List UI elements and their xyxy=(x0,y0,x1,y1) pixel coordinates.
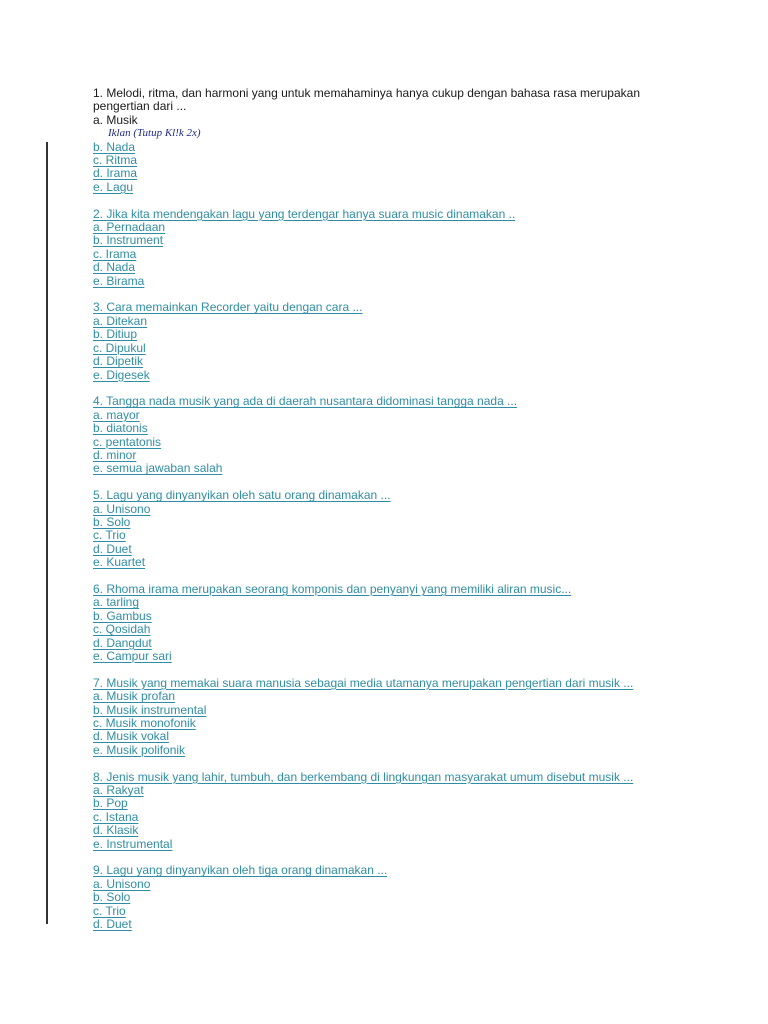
question-8-option-c[interactable]: c. Istana xyxy=(93,809,139,824)
question-9-option-c[interactable]: c. Trio xyxy=(93,903,126,918)
quiz-content xyxy=(93,87,693,945)
question-8-text[interactable]: 8. Jenis musik yang lahir, tumbuh, dan berkembang di lingkungan masyarakat umum disebut musik ... xyxy=(93,769,634,784)
question-3-text[interactable]: 3. Cara memainkan Recorder yaitu dengan cara ... xyxy=(93,300,363,315)
question-1-option-a: a. Musik xyxy=(93,112,138,127)
question-2-option-a[interactable]: a. Pernadaan xyxy=(93,220,166,235)
question-1-text-line-2: pengertian dari ... xyxy=(93,99,187,114)
question-3 xyxy=(93,301,693,381)
question-4-option-e[interactable]: e. semua jawaban salah xyxy=(93,461,223,476)
question-7-option-c[interactable]: c. Musik monofonik xyxy=(93,716,196,730)
question-5-text[interactable]: 5. Lagu yang dinyanyikan oleh satu orang dinamakan ... xyxy=(93,488,391,503)
question-7-text[interactable]: 7. Musik yang memakai suara manusia sebagai media utamanya merupakan pengertian dari musik ... xyxy=(93,675,634,690)
question-1-option-d[interactable]: d. Irama xyxy=(93,166,138,181)
question-9-option-d[interactable]: d. Duet xyxy=(93,917,132,932)
question-7-option-b[interactable]: b. Musik instrumental xyxy=(93,702,207,717)
question-5 xyxy=(93,489,693,569)
question-2-text[interactable]: 2. Jika kita mendengakan lagu yang terdengar hanya suara music dinamakan .. xyxy=(93,206,516,221)
question-5-option-a[interactable]: a. Unisono xyxy=(93,501,151,516)
question-7-option-a[interactable]: a. Musik profan xyxy=(93,689,176,704)
question-1 xyxy=(93,87,693,194)
question-8-option-e[interactable]: e. Instrumental xyxy=(93,836,173,851)
ad-close-label[interactable]: Iklan (Tutup Kl!k 2x) xyxy=(108,127,201,140)
question-7-option-d[interactable]: d. Musik vokal xyxy=(93,729,170,744)
question-1-text-line-1: 1. Melodi, ritma, dan harmoni yang untuk memahaminya hanya cukup dengan bahasa rasa merupakan xyxy=(93,86,640,100)
question-5-option-e[interactable]: e. Kuartet xyxy=(93,555,146,570)
margin-rule xyxy=(46,142,48,924)
question-5-option-c[interactable]: c. Trio xyxy=(93,528,126,543)
question-8-option-d[interactable]: d. Klasik xyxy=(93,823,139,838)
question-2-option-b[interactable]: b. Instrument xyxy=(93,233,164,248)
question-8 xyxy=(93,771,693,851)
question-4-option-a[interactable]: a. mayor xyxy=(93,407,140,422)
question-1-option-c[interactable]: c. Ritma xyxy=(93,153,138,168)
question-6-option-b[interactable]: b. Gambus xyxy=(93,608,152,623)
question-6-text[interactable]: 6. Rhoma irama merupakan seorang komponis dan penyanyi yang memiliki aliran music... xyxy=(93,581,572,596)
question-5-option-b[interactable]: b. Solo xyxy=(93,514,131,529)
question-4-option-d[interactable]: d. minor xyxy=(93,447,137,462)
question-6-option-c[interactable]: c. Qosidah xyxy=(93,622,151,637)
question-5-option-d[interactable]: d. Duet xyxy=(93,541,132,556)
question-4-text[interactable]: 4. Tangga nada musik yang ada di daerah nusantara didominasi tangga nada ... xyxy=(93,394,518,409)
question-1-option-e[interactable]: e. Lagu xyxy=(93,179,134,194)
question-3-option-e[interactable]: e. Digesek xyxy=(93,367,150,382)
question-6-option-a[interactable]: a. tarling xyxy=(93,595,140,610)
question-3-option-c[interactable]: c. Dipukul xyxy=(93,340,146,355)
question-3-option-d[interactable]: d. Dipetik xyxy=(93,354,144,369)
question-4-option-c[interactable]: c. pentatonis xyxy=(93,434,162,449)
question-2-option-e[interactable]: e. Birama xyxy=(93,273,145,288)
question-9-option-a[interactable]: a. Unisono xyxy=(93,876,151,891)
question-1-option-b[interactable]: b. Nada xyxy=(93,139,136,154)
question-8-option-b[interactable]: b. Pop xyxy=(93,796,128,811)
question-3-option-b[interactable]: b. Ditiup xyxy=(93,327,138,342)
question-6 xyxy=(93,583,693,663)
question-4-option-b[interactable]: b. diatonis xyxy=(93,421,148,436)
question-6-option-d[interactable]: d. Dangdut xyxy=(93,635,152,650)
question-2 xyxy=(93,208,693,288)
question-3-option-a[interactable]: a. Ditekan xyxy=(93,313,148,328)
question-9 xyxy=(93,864,693,931)
question-8-option-a[interactable]: a. Rakyat xyxy=(93,783,144,798)
question-7-option-e[interactable]: e. Musik polifonik xyxy=(93,742,186,757)
question-2-option-d[interactable]: d. Nada xyxy=(93,260,136,275)
question-4 xyxy=(93,395,693,475)
question-2-option-c[interactable]: c. Irama xyxy=(93,246,137,261)
question-7 xyxy=(93,677,693,757)
question-9-option-b[interactable]: b. Solo xyxy=(93,890,131,905)
question-6-option-e[interactable]: e. Campur sari xyxy=(93,648,172,663)
question-9-text[interactable]: 9. Lagu yang dinyanyikan oleh tiga orang dinamakan ... xyxy=(93,863,388,878)
